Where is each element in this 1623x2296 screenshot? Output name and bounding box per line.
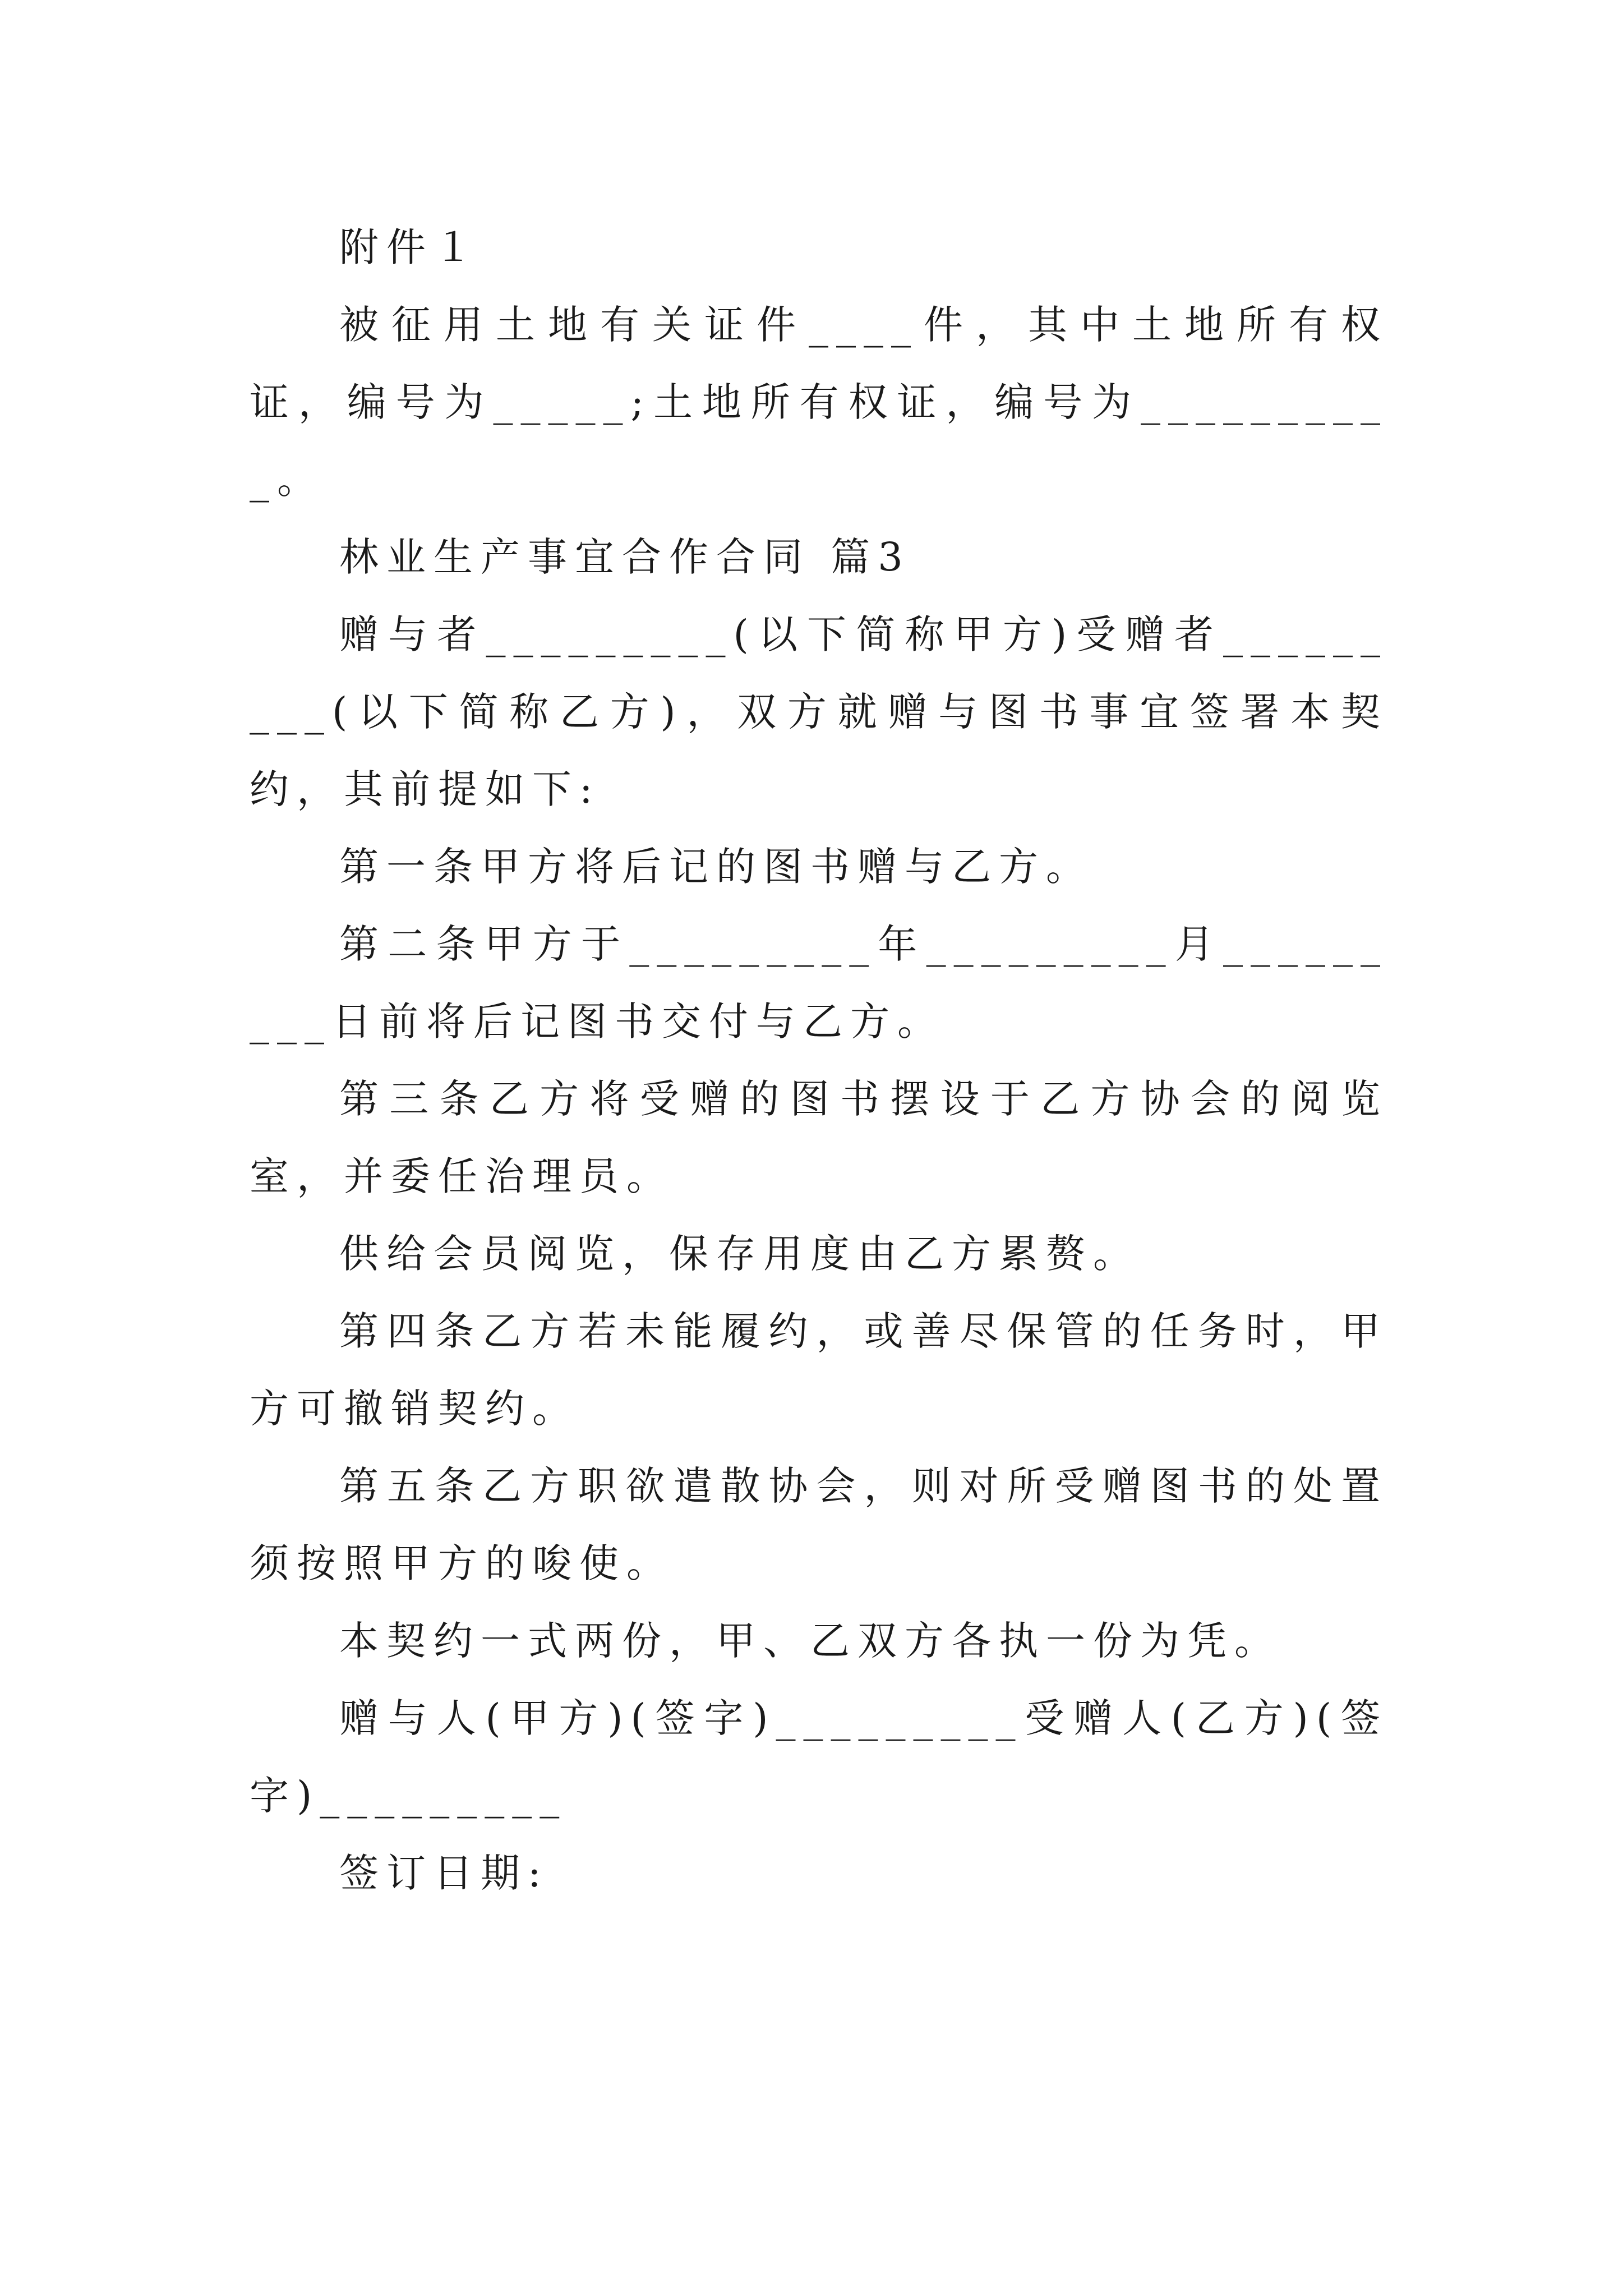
article-1: 第一条甲方将后记的图书赠与乙方。 — [339, 844, 1093, 890]
contract-section-title: 林业生产事宜合作合同 篇3 — [339, 534, 911, 580]
copies-clause: 本契约一式两份，甲、乙双方各执一份为凭。 — [339, 1618, 1281, 1664]
attachment-heading: 附件１ — [339, 224, 481, 270]
parties-paragraph: 赠与者_________(以下简称甲方)受赠者_________(以下简称乙方)，双方就赠与图书事宜签署本契约，其前提如下: — [250, 611, 1388, 812]
article-4: 第四条乙方若未能履约，或善尽保管的任务时，甲方可撤销契约。 — [250, 1308, 1388, 1432]
article-3-continued: 供给会员阅览，保存用度由乙方累赘。 — [339, 1231, 1140, 1277]
signature-line: 赠与人(甲方)(签字)_________受赠人(乙方)(签字)_________ — [250, 1695, 1388, 1819]
article-2: 第二条甲方于_________年_________月_________日前将后记图书交付与乙方。 — [250, 921, 1388, 1045]
article-3: 第三条乙方将受赠的图书摆设于乙方协会的阅览室，并委任治理员。 — [250, 1076, 1388, 1199]
article-5: 第五条乙方职欲遣散协会，则对所受赠图书的处置须按照甲方的唆使。 — [250, 1463, 1388, 1586]
land-certificate-paragraph: 被征用土地有关证件____件，其中土地所有权证，编号为_____;土地所有权证，编号为__________。 — [250, 302, 1388, 503]
signing-date: 签订日期: — [339, 1850, 549, 1896]
document-page — [250, 209, 1388, 1912]
